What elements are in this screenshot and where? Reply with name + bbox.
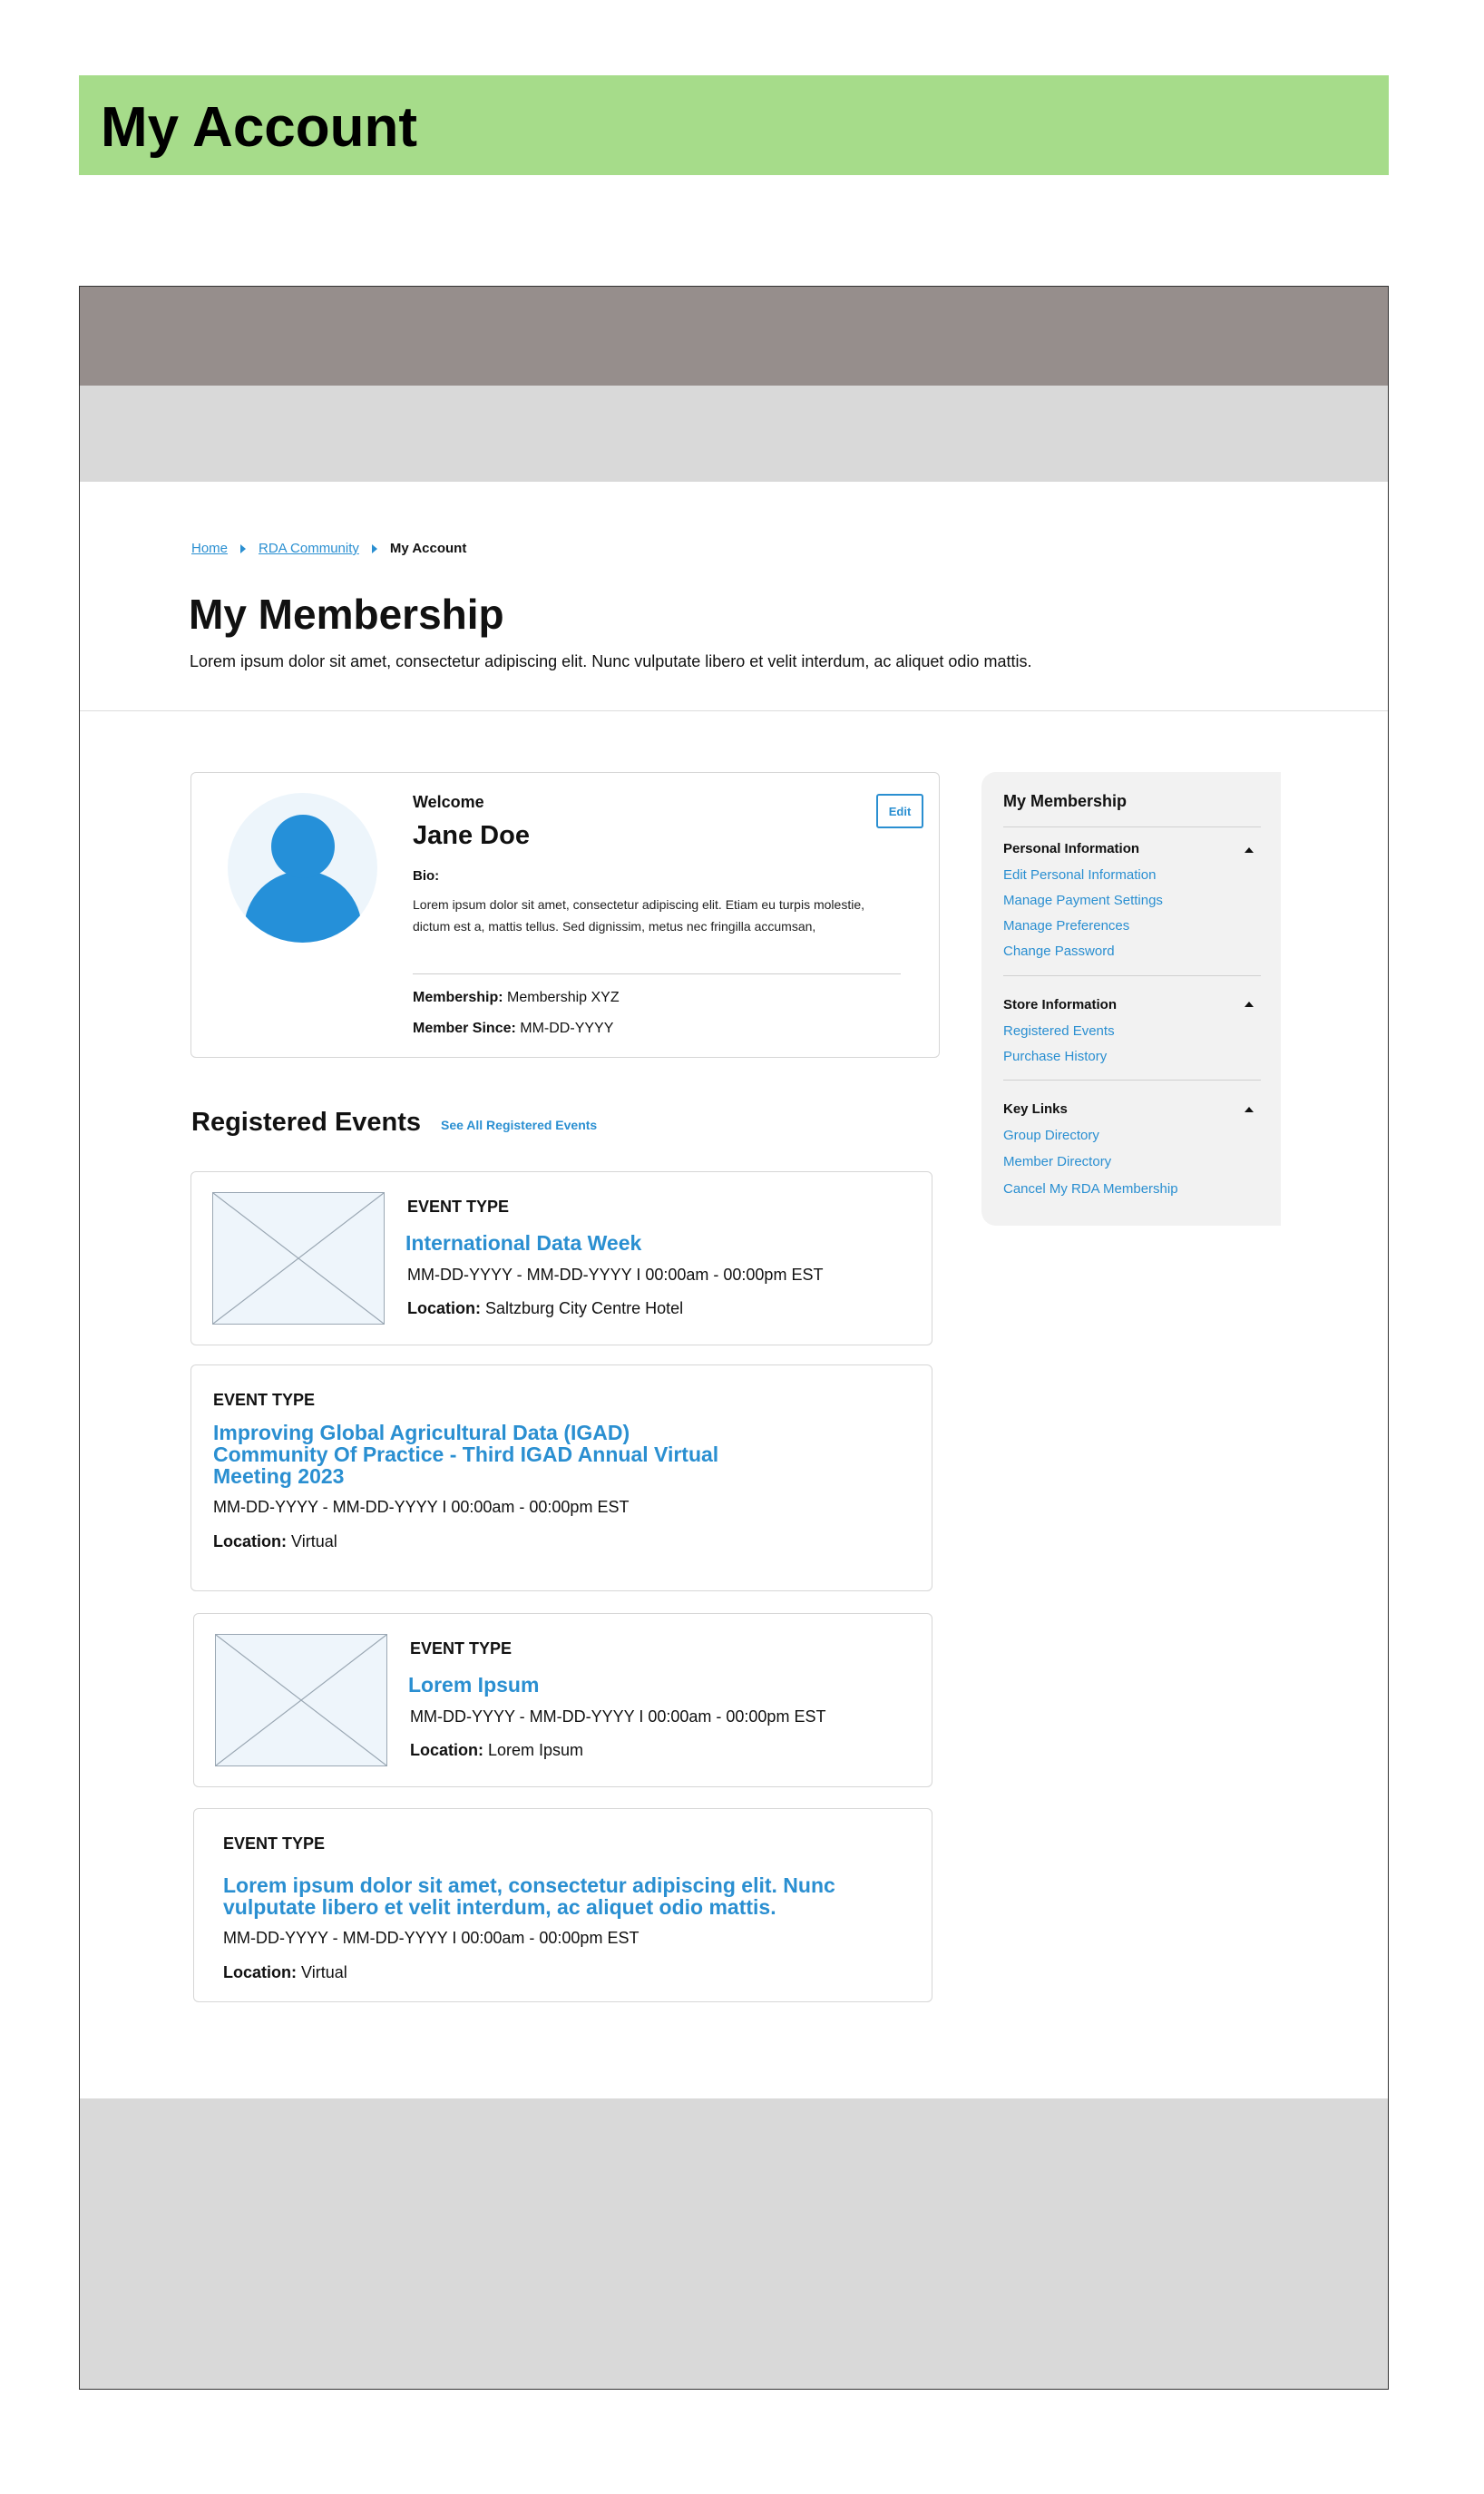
sidebar-divider [1003, 1080, 1261, 1081]
caret-up-icon[interactable] [1245, 847, 1254, 853]
event-title-link[interactable]: International Data Week [405, 1231, 642, 1255]
profile-card [190, 772, 940, 1058]
see-all-registered-events-link[interactable]: See All Registered Events [441, 1118, 598, 1132]
sidebar-link-manage-preferences[interactable]: Manage Preferences [1003, 918, 1130, 934]
event-card[interactable] [190, 1364, 932, 1591]
event-location-value: Virtual [291, 1532, 337, 1550]
event-location-value: Saltzburg City Centre Hotel [485, 1299, 684, 1317]
banner-title: My Account [101, 96, 418, 159]
member-since-label: Member Since: [413, 1021, 516, 1036]
event-card[interactable] [193, 1613, 932, 1787]
avatar-head-icon [271, 815, 335, 878]
avatar [228, 793, 377, 943]
title-banner [79, 75, 1389, 175]
event-type: EVENT TYPE [407, 1198, 510, 1216]
footer-band [80, 2098, 1388, 2389]
event-location [410, 1741, 583, 1760]
breadcrumb-current: My Account [389, 541, 467, 556]
registered-events-title: Registered Events [191, 1108, 422, 1137]
breadcrumb-caret-icon [240, 544, 246, 553]
sidebar-title: My Membership [1003, 792, 1128, 810]
navigation-band [80, 386, 1388, 482]
sidebar-link-manage-payment-settings[interactable]: Manage Payment Settings [1003, 893, 1163, 908]
page-title: My Membership [189, 591, 504, 638]
caret-up-icon[interactable] [1245, 1107, 1254, 1112]
breadcrumb-caret-icon [372, 544, 377, 553]
event-card[interactable] [193, 1808, 932, 2002]
sidebar-link-registered-events[interactable]: Registered Events [1003, 1023, 1115, 1039]
event-location-label: Location: [213, 1532, 287, 1550]
membership-label: Membership: [413, 990, 503, 1005]
breadcrumb-community-link[interactable]: RDA Community [259, 541, 359, 556]
sidebar-link-cancel-membership[interactable]: Cancel My RDA Membership [1003, 1181, 1178, 1197]
sidebar-link-change-password[interactable]: Change Password [1003, 944, 1115, 959]
sidebar-divider [1003, 826, 1261, 827]
event-title-line: Improving Global Agricultural Data (IGAD) [213, 1421, 630, 1444]
event-title-line: vulputate libero et velit interdum, ac aliquet odio mattis. [223, 1895, 776, 1919]
bio-label: Bio: [413, 868, 440, 884]
event-location-label: Location: [223, 1963, 297, 1981]
sidebar-divider [1003, 975, 1261, 976]
event-date: MM-DD-YYYY - MM-DD-YYYY I 00:00am - 00:00pm EST [410, 1707, 826, 1726]
member-since-line [413, 1021, 613, 1037]
sidebar-section-personal-information[interactable]: Personal Information [1003, 841, 1140, 856]
event-title-line: Lorem ipsum dolor sit amet, consectetur adipiscing elit. Nunc [223, 1873, 835, 1897]
avatar-body-icon [244, 871, 362, 943]
membership-value: Membership XYZ [507, 990, 620, 1005]
sidebar-section-key-links[interactable]: Key Links [1003, 1101, 1068, 1117]
event-date: MM-DD-YYYY - MM-DD-YYYY I 00:00am - 00:00pm EST [407, 1266, 824, 1284]
sidebar-link-group-directory[interactable]: Group Directory [1003, 1128, 1099, 1143]
header-band [80, 287, 1388, 386]
sidebar-link-purchase-history[interactable]: Purchase History [1003, 1049, 1108, 1064]
member-since-value: MM-DD-YYYY [520, 1021, 614, 1036]
event-location-label: Location: [410, 1741, 483, 1759]
profile-divider [413, 973, 901, 974]
breadcrumb [191, 541, 466, 556]
event-location-value: Lorem Ipsum [488, 1741, 584, 1759]
welcome-label: Welcome [413, 793, 484, 811]
event-location-label: Location: [407, 1299, 481, 1317]
sidebar-link-member-directory[interactable]: Member Directory [1003, 1154, 1112, 1169]
sidebar-link-edit-personal-information[interactable]: Edit Personal Information [1003, 867, 1157, 883]
event-location [213, 1532, 337, 1551]
event-title-link[interactable] [213, 1422, 718, 1487]
page-frame [79, 286, 1389, 2390]
sidebar-section-store-information[interactable]: Store Information [1003, 997, 1118, 1012]
breadcrumb-home-link[interactable]: Home [191, 541, 229, 556]
user-name: Jane Doe [413, 821, 530, 850]
event-type: EVENT TYPE [410, 1639, 513, 1658]
event-image-placeholder-icon [215, 1634, 387, 1766]
event-location-value: Virtual [301, 1963, 347, 1981]
section-divider [80, 710, 1388, 711]
edit-profile-button[interactable]: Edit [876, 794, 923, 828]
caret-up-icon[interactable] [1245, 1002, 1254, 1007]
event-title-line: Community Of Practice - Third IGAD Annual Virtual [213, 1443, 719, 1466]
page-description: Lorem ipsum dolor sit amet, consectetur adipiscing elit. Nunc vulputate libero et velit interdum, ac aliquet odio mattis. [190, 652, 1032, 670]
event-card[interactable] [190, 1171, 932, 1345]
event-location [407, 1299, 683, 1318]
bio-text: Lorem ipsum dolor sit amet, consectetur adipiscing elit. Etiam eu turpis molestie, dictum est a, mattis tellus. Sed dignissim, metus nec fringilla accumsan, [413, 897, 864, 934]
event-type: EVENT TYPE [213, 1391, 316, 1409]
event-image-placeholder-icon [212, 1192, 385, 1325]
event-title-link[interactable]: Lorem Ipsum [408, 1673, 540, 1697]
event-date: MM-DD-YYYY - MM-DD-YYYY I 00:00am - 00:00pm EST [223, 1929, 639, 1947]
event-date: MM-DD-YYYY - MM-DD-YYYY I 00:00am - 00:00pm EST [213, 1498, 630, 1516]
membership-sidebar [981, 772, 1281, 1226]
event-title-line: Meeting 2023 [213, 1464, 345, 1488]
event-type: EVENT TYPE [223, 1834, 326, 1853]
event-location [223, 1963, 347, 1982]
membership-line [413, 990, 620, 1006]
event-title-link[interactable] [223, 1874, 835, 1918]
